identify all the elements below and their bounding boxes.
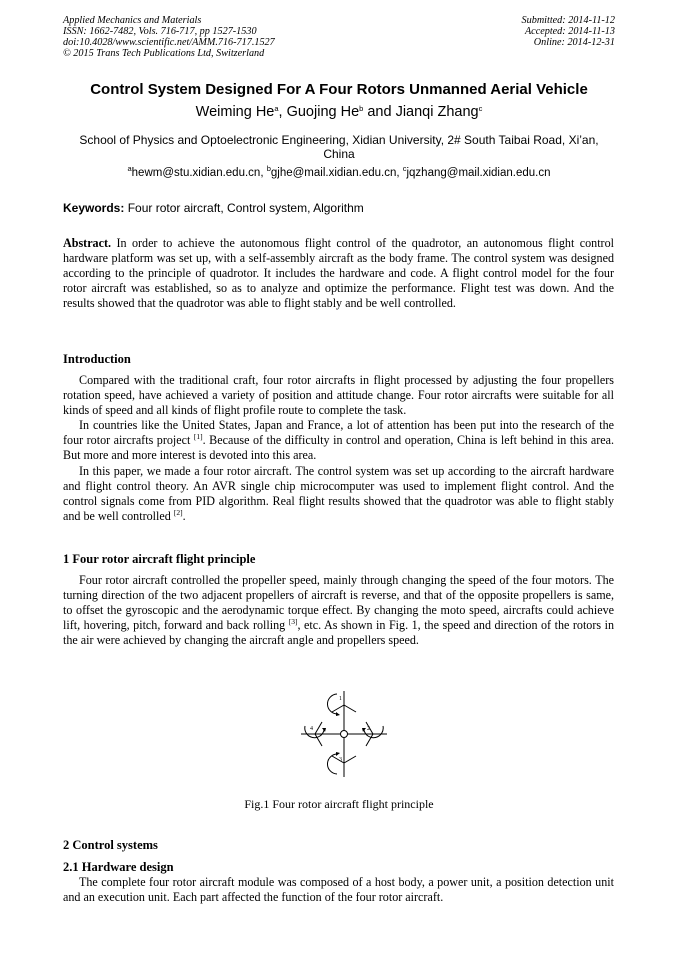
paragraph-text: . (182, 508, 186, 523)
body-center (341, 731, 348, 738)
paragraph: Compared with the traditional craft, four rotor aircrafts in flight processed by adjusting the four propellers rotation speed, have achieved a variety of position and attitude change. Four rotor aircrafts were suitable for all kinds of speed and all kinds of flight profile route to complete the task. (63, 373, 614, 418)
abstract-text: In order to achieve the autonomous flight control of the quadrotor, an autonomous flight control hardware platform was set up, with a self-assembly aircraft as the body frame. The control system was designed according to the principle of quadrotor. It includes the hardware and code. A flight control model for the four rotor aircraft was established, so as to analyze and optimize the performance. Flight test was down. And the results showed that the quadrotor was able to flight stably and be well controlled. (63, 236, 614, 311)
paragraph (63, 418, 614, 463)
author-separator: , (278, 104, 287, 120)
journal-copyright: © 2015 Trans Tech Publications Ltd, Switzerland (63, 48, 265, 59)
email-mark: a (127, 164, 132, 173)
journal-issn: ISSN: 1662-7482, Vols. 716-717, pp 1527-1530 (63, 26, 257, 37)
email-address: jqzhang@mail.xidian.edu.cn (406, 167, 551, 179)
author-mark: a (274, 104, 279, 113)
author-mark: c (478, 104, 483, 113)
author-name: Jianqi Zhang (395, 104, 479, 120)
paragraph (63, 464, 614, 524)
journal-name: Applied Mechanics and Materials (63, 15, 202, 26)
keywords (63, 201, 615, 215)
paragraph-text: Four rotor aircraft controlled the propeller speed, mainly through changing the speed of the four motors. The turning direction of the two adjacent propellers of aircraft is reverse, and that of the opposite propellers is same, to offset the gyroscopic and the aerodynamic torque effect. By changing the moto speed, aircrafts could achieve lift, hovering, pitch, forward and back rolling (63, 573, 614, 633)
keywords-text: Four rotor aircraft, Control system, Algorithm (124, 201, 364, 215)
author-mark: b (359, 104, 364, 113)
rotor-label: 1 (339, 696, 342, 702)
paragraph-text: . Because of the difficulty in control and operation, China is left behind in this area. But more and more interest is devoted into this area. (63, 433, 614, 463)
citation-ref: [1] (193, 432, 203, 442)
introduction-heading: Introduction (63, 352, 131, 366)
rotor-label: 4 (310, 726, 313, 732)
author-name: Guojing He (286, 104, 360, 120)
paragraph-text: , etc. As shown in Fig. 1, the speed and direction of the rotors in the air were achieved by changing the aircraft angle and propellers speed. (63, 618, 614, 648)
email-mark: b (266, 164, 271, 173)
figure-caption: Fig.1 Four rotor aircraft flight principle (244, 797, 434, 811)
paragraph-text: In countries like the United States, Japan and France, a lot of attention has been put into the research of the four rotor aircrafts project (63, 418, 614, 448)
abstract (63, 236, 614, 311)
email-mark: c (402, 164, 407, 173)
paragraph (63, 573, 614, 648)
date-online: Online: 2014-12-31 (533, 37, 615, 48)
quadrotor-diagram (298, 688, 390, 780)
section2-heading: 2 Control systems (63, 838, 158, 852)
publication-dates (522, 15, 615, 48)
citation-ref: [3] (288, 617, 298, 627)
citation-ref: [2] (173, 507, 183, 517)
section2-body (63, 875, 614, 905)
paragraph: The complete four rotor aircraft module was composed of a host body, a power unit, a position detection unit and an execution unit. Each part affected the function of the four rotor aircraft. (63, 875, 614, 905)
arrow-head (336, 712, 340, 716)
journal-doi: doi:10.4028/www.scientific.net/AMM.716-717.1527 (63, 37, 275, 48)
email-separator: , (260, 167, 267, 179)
email-address: gjhe@mail.xidian.edu.cn (270, 167, 397, 179)
paper-title: Control System Designed For A Four Rotors Unmanned Aerial Vehicle (90, 81, 588, 98)
rotor-label: 2 (367, 726, 370, 732)
date-submitted: Submitted: 2014-11-12 (521, 15, 615, 26)
email-separator: , (396, 167, 403, 179)
section1-heading: 1 Four rotor aircraft flight principle (63, 552, 256, 566)
rotor-top (327, 691, 356, 714)
arrow-head (336, 752, 340, 756)
email-address: hewm@stu.xidian.edu.cn (131, 167, 261, 179)
journal-info (63, 15, 275, 59)
subsection-heading: 2.1 Hardware design (63, 860, 174, 874)
affiliation: School of Physics and Optoelectronic Engineering, Xidian University, 2# South Taibai Road, Xi’an, China (79, 133, 599, 161)
abstract-label: Abstract. (63, 236, 112, 250)
introduction-body (63, 373, 614, 524)
date-accepted: Accepted: 2014-11-13 (524, 26, 615, 37)
email-list (40, 166, 638, 180)
author-name: Weiming He (195, 104, 275, 120)
rotor-label: 3 (339, 757, 342, 763)
paragraph-text: In this paper, we made a four rotor aircraft. The control system was set up according to the aircraft hardware and flight control theory. An AVR single chip microcomputer was used to implement flight control. And the control signals come from PID algorithm. Real flight results showed that the quadrotor was able to flight stably and be well controlled (63, 463, 614, 523)
keywords-label: Keywords: (63, 201, 125, 215)
section1-body (63, 573, 614, 648)
author-list (40, 103, 638, 121)
author-separator: and (363, 104, 396, 120)
